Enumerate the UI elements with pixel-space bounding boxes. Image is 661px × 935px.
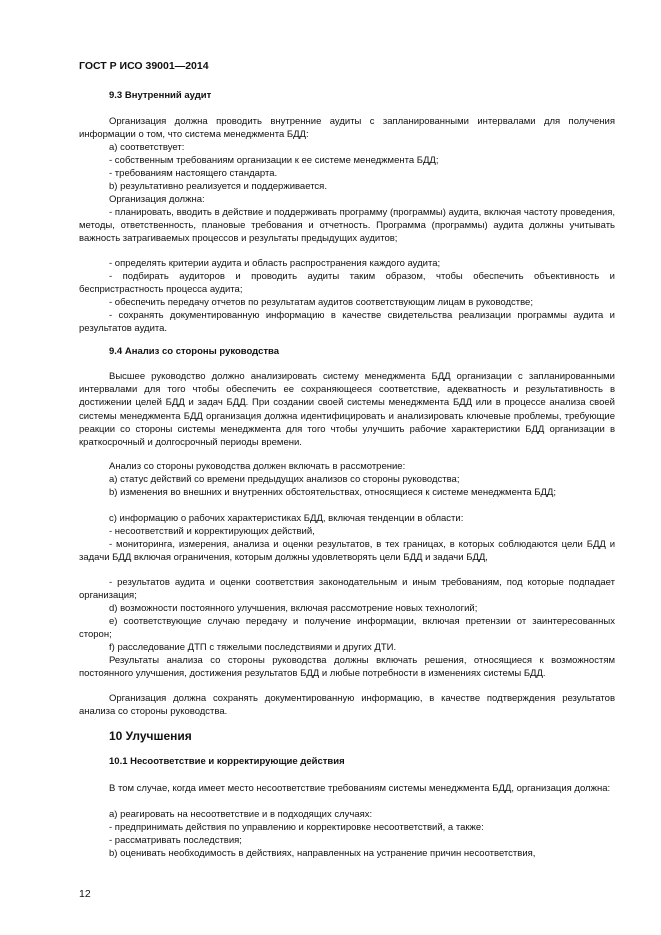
paragraph: - сохранять документированную информацию в качестве свидетельства реализации программы аудита и результатов аудита. xyxy=(79,310,615,335)
page-number: 12 xyxy=(79,888,91,900)
paragraph: d) возможности постоянного улучшения, включая рассмотрение новых технологий; xyxy=(109,603,478,614)
document-header: ГОСТ Р ИСО 39001—2014 xyxy=(79,60,209,72)
paragraph: Результаты анализа со стороны руководства должны включать решения, относящиеся к возможностям постоянного улучшения, достижения результатов БДД и любые потребности в изменениях системы БДД. xyxy=(79,655,615,680)
paragraph: а) реагировать на несоответствие и в подходящих случаях: xyxy=(109,809,373,820)
paragraph: а) соответствует: xyxy=(109,142,185,153)
paragraph: - мониторинга, измерения, анализа и оценки результатов, в тех границах, в которых соблюдаются цели БДД и задачи БДД включая ограничения, которым должны удовлетворять цели БДД и задачи БДД, xyxy=(79,539,615,564)
paragraph: b) изменения во внешних и внутренних обстоятельствах, относящиеся к системе менеджмента БДД; xyxy=(109,487,557,498)
paragraph: Организация должна сохранять документированную информацию, в качестве подтверждения результатов анализа со стороны руководства. xyxy=(79,693,615,718)
section-heading-9-4: 9.4 Анализ со стороны руководства xyxy=(109,346,280,357)
paragraph: Анализ со стороны руководства должен включать в рассмотрение: xyxy=(109,461,406,472)
paragraph: f) расследование ДТП с тяжелыми последствиями и других ДТИ. xyxy=(109,642,397,653)
paragraph: а) статус действий со времени предыдущих анализов со стороны руководства; xyxy=(109,474,460,485)
paragraph: Организация должна проводить внутренние аудиты с запланированными интервалами для получения информации о том, что система менеджмента БДД: xyxy=(79,116,615,141)
paragraph: - результатов аудита и оценки соответствия законодательным и иным требованиям, под которые подпадает организация; xyxy=(79,577,615,602)
paragraph: b) оценивать необходимость в действиях, направленных на устранение причин несоответствия, xyxy=(109,848,536,859)
paragraph: В том случае, когда имеет место несоответствие требованиям системы менеджмента БДД, организация должна: xyxy=(109,783,611,794)
paragraph: - требованиям настоящего стандарта. xyxy=(109,168,278,179)
paragraph: b) результативно реализуется и поддерживается. xyxy=(109,181,327,192)
paragraph: - обеспечить передачу отчетов по результатам аудитов соответствующим лицам в руководстве; xyxy=(109,297,533,308)
paragraph: с) информацию о рабочих характеристиках БДД, включая тенденции в области: xyxy=(109,513,464,524)
paragraph: - собственным требованиям организации к ее системе менеджмента БДД; xyxy=(109,155,439,166)
section-heading-10-1: 10.1 Несоответствие и корректирующие действия xyxy=(109,756,345,767)
paragraph: - предпринимать действия по управлению и корректировке несоответствий, а также: xyxy=(109,822,484,833)
paragraph: Высшее руководство должно анализировать систему менеджмента БДД организации с запланированными интервалами для того чтобы обеспечить ее сохраняющееся соответствие, адекватность и результативность в достижении целей БДД и задач БДД. При создании своей системы менеджмента БДД или в процессе анализа своей системы менеджмента БДД организация должна идентифицировать и анализировать ключевые проблемы, требующие реакции со стороны системы менеджмента для того чтобы улучшить рабочие характеристики БДД организации в краткосрочный и долгосрочный периоды времени. xyxy=(79,371,615,449)
paragraph: - определять критерии аудита и область распространения каждого аудита; xyxy=(109,258,441,269)
paragraph: - планировать, вводить в действие и поддерживать программу (программы) аудита, включая частоту проведения, методы, ответственность, плановые требования и отчетность. Программа (программы) аудита должны учитывать важность затрагиваемых процессов и результаты предыдущих аудитов; xyxy=(79,207,615,245)
paragraph: - рассматривать последствия; xyxy=(109,835,242,846)
section-heading-9-3: 9.3 Внутренний аудит xyxy=(109,90,212,101)
paragraph: - подбирать аудиторов и проводить аудиты таким образом, чтобы обеспечить объективность и беспристрастность процесса аудита; xyxy=(79,271,615,296)
paragraph: Организация должна: xyxy=(109,194,205,205)
section-heading-10: 10 Улучшения xyxy=(109,729,192,743)
paragraph: е) соответствующие случаю передачу и получение информации, включая претензии от заинтересованных сторон; xyxy=(79,616,615,641)
paragraph: - несоответствий и корректирующих действий, xyxy=(109,526,315,537)
